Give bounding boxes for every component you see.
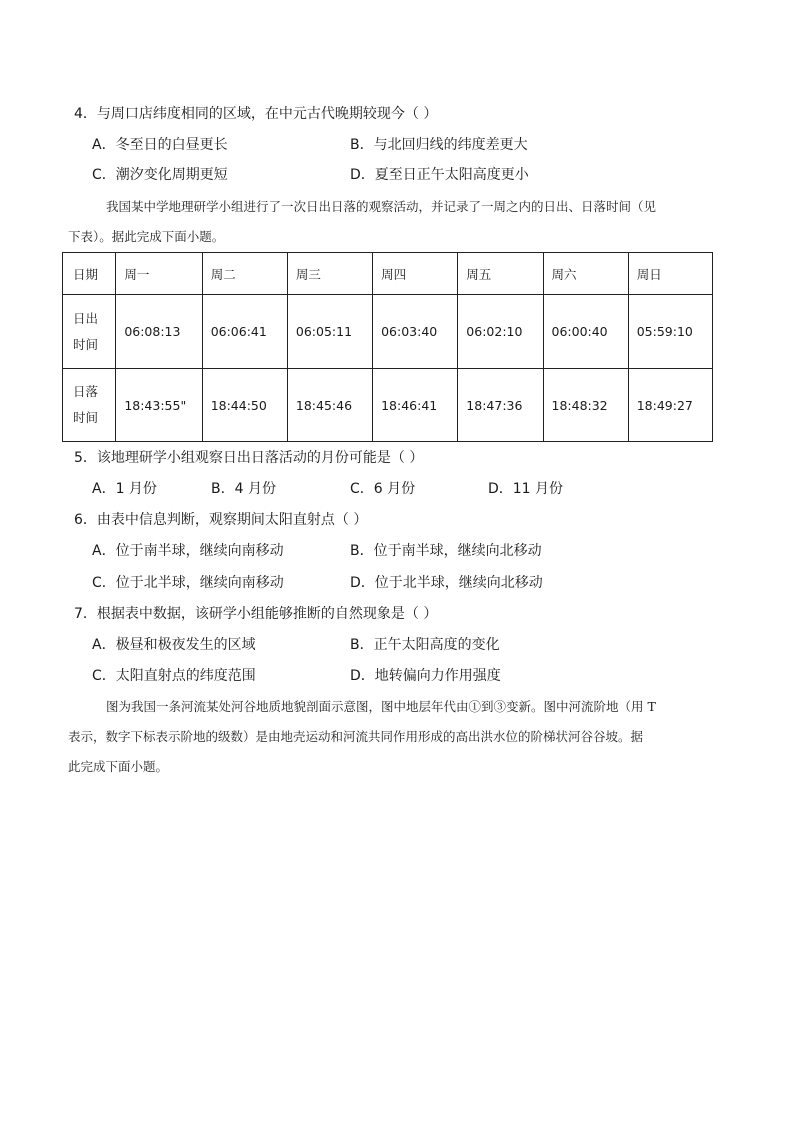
question-5-option-c[interactable]: C．6 月份 <box>350 481 416 497</box>
passage-1-line-1: 我国某中学地理研学小组进行了一次日出日落的观察活动，并记录了一周之内的日出、日落时间（见 <box>106 199 657 214</box>
question-6-option-a[interactable]: A．位于南半球，继续向南移动 <box>92 543 284 559</box>
question-4-option-b[interactable]: B．与北回归线的纬度差更大 <box>350 137 528 153</box>
question-7-option-c[interactable]: C．太阳直射点的纬度范围 <box>92 668 256 684</box>
sunrise-cell: 06:03:40 <box>373 295 458 369</box>
sunrise-cell: 06:06:41 <box>202 295 287 369</box>
sunrise-cell: 06:02:10 <box>458 295 543 369</box>
sunrise-cell: 06:00:40 <box>543 295 628 369</box>
question-6-stem: 6．由表中信息判断，观察期间太阳直射点（ ） <box>74 512 368 528</box>
sunset-cell: 18:49:27 <box>628 369 712 442</box>
question-5-option-b[interactable]: B．4 月份 <box>211 481 276 497</box>
table-header-cell: 周五 <box>458 253 543 295</box>
sunrise-cell: 06:08:13 <box>116 295 202 369</box>
question-4-option-c[interactable]: C．潮汐变化周期更短 <box>92 167 228 183</box>
sunset-cell: 18:44:50 <box>202 369 287 442</box>
question-4-option-d[interactable]: D．夏至日正午太阳高度更小 <box>350 167 529 183</box>
table-header-cell: 周二 <box>202 253 287 295</box>
question-7-option-d[interactable]: D．地转偏向力作用强度 <box>350 668 501 684</box>
table-header-cell: 日期 <box>63 253 116 295</box>
row-label-line: 时间 <box>73 410 99 425</box>
sunrise-cell: 06:05:11 <box>287 295 372 369</box>
table-header-row <box>63 253 713 295</box>
sunset-cell: 18:48:32 <box>543 369 628 442</box>
passage-2-line-3: 此完成下面小题。 <box>68 759 169 774</box>
row-label-line: 时间 <box>73 336 99 352</box>
question-7-option-a[interactable]: A．极昼和极夜发生的区域 <box>92 637 256 653</box>
question-5-option-a[interactable]: A．1 月份 <box>92 481 157 497</box>
sunset-cell: 18:46:41 <box>373 369 458 442</box>
table-header-cell: 周日 <box>628 253 712 295</box>
passage-sunrise-sunset <box>68 192 728 252</box>
passage-2-line-1: 图为我国一条河流某处河谷地质地貌剖面示意图，图中地层年代由①到③变新。图中河流阶地（用 T <box>106 699 656 714</box>
question-6-option-b[interactable]: B．位于南半球，继续向北移动 <box>350 543 542 559</box>
table-header-cell: 周一 <box>116 253 202 295</box>
row-label-sunset <box>63 369 116 442</box>
table-header-cell: 周六 <box>543 253 628 295</box>
sunrise-sunset-table <box>62 252 713 442</box>
question-7-stem: 7．根据表中数据，该研学小组能够推断的自然现象是（ ） <box>74 606 438 622</box>
sunrise-cell: 05:59:10 <box>628 295 712 369</box>
sunset-cell: 18:47:36 <box>458 369 543 442</box>
row-label-line: 日出 <box>73 310 99 326</box>
passage-1-line-2: 下表）。据此完成下面小题。 <box>68 229 225 244</box>
row-label-sunrise <box>63 295 116 369</box>
passage-2-line-2: 表示，数字下标表示阶地的级数）是由地壳运动和河流共同作用形成的高出洪水位的阶梯状河谷谷坡。据 <box>68 729 644 744</box>
table-header-cell: 周三 <box>287 253 372 295</box>
question-6-option-c[interactable]: C．位于北半球，继续向南移动 <box>92 575 284 591</box>
sunset-cell: 18:43:55" <box>116 369 202 442</box>
question-7-option-b[interactable]: B．正午太阳高度的变化 <box>350 637 500 653</box>
table-header-cell: 周四 <box>373 253 458 295</box>
question-4-option-a[interactable]: A．冬至日的白昼更长 <box>92 137 228 153</box>
question-4-stem: 4．与周口店纬度相同的区域，在中元古代晚期较现今（ ） <box>74 106 438 122</box>
table-row-sunrise <box>63 295 713 369</box>
passage-river-valley <box>68 692 728 782</box>
question-5-stem: 5．该地理研学小组观察日出日落活动的月份可能是（ ） <box>74 450 424 466</box>
row-label-line: 日落 <box>73 384 99 399</box>
question-6-option-d[interactable]: D．位于北半球，继续向北移动 <box>350 575 543 591</box>
table-row-sunset <box>63 369 713 442</box>
sunset-cell: 18:45:46 <box>287 369 372 442</box>
question-5-option-d[interactable]: D．11 月份 <box>488 481 564 497</box>
